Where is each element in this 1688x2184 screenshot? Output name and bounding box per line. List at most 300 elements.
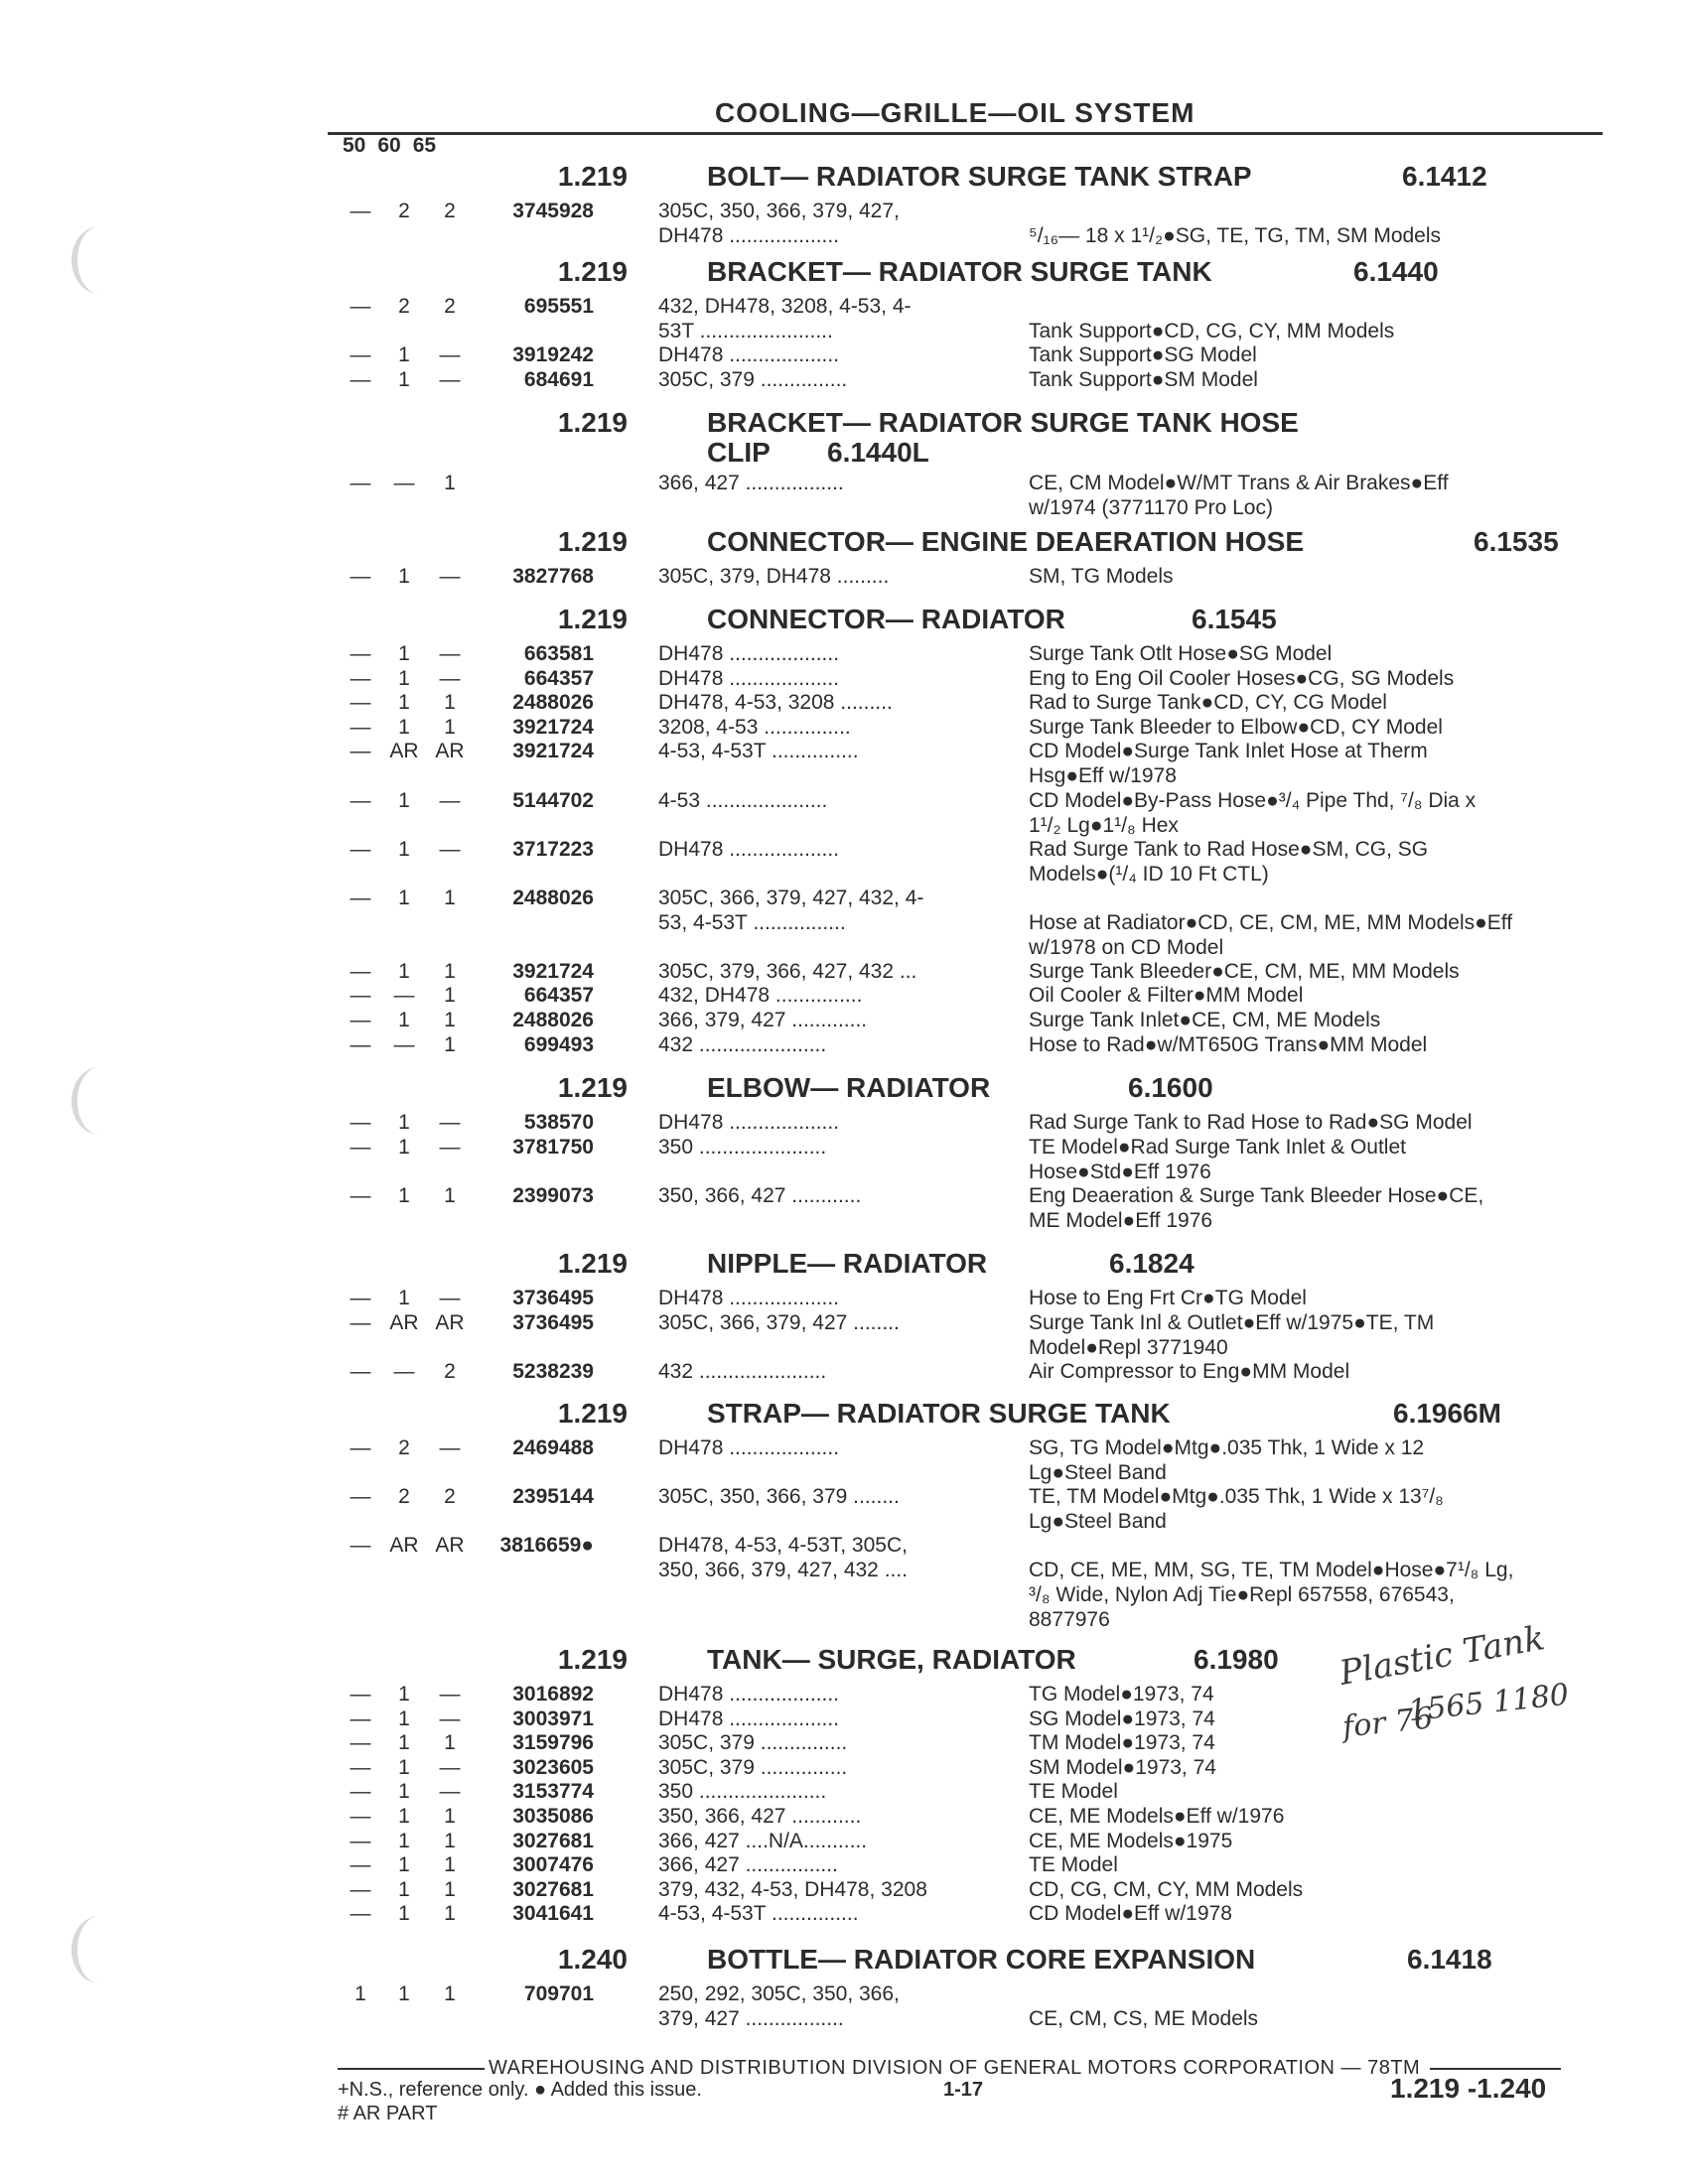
qty-50: — [350,984,371,1008]
qty-60: 1 [398,565,410,588]
qty-60: 1 [398,715,410,739]
qty-65: — [439,1135,461,1159]
description [1029,1135,1615,1184]
application-line: DH478 ................... [658,837,840,861]
section-ref: 1.240 [557,1944,628,1975]
page-title: COOLING—GRILLE—OIL SYSTEM [715,97,1196,128]
qty-65: — [439,1111,461,1134]
qty-50: — [350,1183,371,1207]
section-name: BOLT— RADIATOR SURGE TANK STRAP [707,161,1252,192]
footer-division-text: WAREHOUSING AND DISTRIBUTION DIVISION OF GENERAL MOTORS CORPORATION — 78TM [489,2057,1421,2079]
application-line: 432, DH478 ............... [658,984,863,1008]
part-number: 3919242 [512,343,594,367]
part-number: 3736495 [512,1287,594,1309]
description-line: Hose to Eng Frt Cr●TG Model [1029,1287,1307,1309]
qty-60: 1 [398,1829,410,1852]
description-line: ME Model●Eff 1976 [1029,1208,1213,1232]
qty-50: — [350,1683,371,1706]
qty-65: 1 [444,984,456,1008]
qty-65: — [439,1683,461,1706]
section-group-number: 6.1535 [1474,526,1559,557]
qty-60: 1 [398,367,410,391]
description-line: TE Model [1029,1780,1118,1804]
application-line: 305C, 379 ............... [658,1755,848,1779]
section-ref: 1.219 [557,604,628,634]
application-line: 350, 366, 379, 427, 432 .... [658,1559,909,1582]
qty-50: — [350,1829,371,1852]
part-number: 3159796 [512,1731,594,1755]
qty-50: — [350,367,371,391]
application-line: DH478 ................... [658,666,840,690]
section-header [0,1398,1688,1435]
section-ref: 1.219 [557,526,628,557]
qty-60: — [393,1032,415,1056]
qty-65: 2 [444,1485,456,1509]
description-line: Hose●Std●Eff 1976 [1029,1160,1211,1183]
part-number: 2399073 [512,1183,594,1207]
section-header [0,1944,1688,1981]
qty-65: 1 [444,1853,456,1877]
description-line: Surge Tank Bleeder to Elbow●CD, CY Model [1029,715,1443,739]
qty-65: — [439,788,461,812]
part-number: 5144702 [512,788,594,812]
description-line: CD, CE, ME, MM, SG, TE, TM Model●Hose●7¹/₈ Lg, [1029,1559,1514,1582]
qty-60: 1 [398,959,410,983]
application-line: 305C, 379 ............... [658,1731,848,1755]
part-number: 3041641 [512,1902,594,1926]
application [658,1484,1011,1509]
description [1029,959,1615,984]
application [658,1286,1011,1310]
description [1029,367,1615,392]
application [658,641,1011,666]
qty-60: 1 [398,1683,410,1706]
section-group-number: 6.1440L [827,437,929,468]
description [1029,788,1615,838]
handwritten-note-line2: for 76 [1340,1701,1435,1745]
section-header [0,604,1688,641]
qty-60: 1 [398,1183,410,1207]
qty-50: — [350,1032,371,1056]
description [1029,690,1615,715]
qty-60: 2 [398,200,410,222]
application [658,1706,1011,1731]
qty-60: 1 [398,1287,410,1309]
part-number: 3816659● [499,1534,594,1558]
qty-60: 1 [398,642,410,665]
part-number: 699493 [523,1032,594,1056]
application-line: DH478, 4-53, 3208 ......... [658,691,893,715]
application [658,1877,1011,1902]
qty-50: — [350,1485,371,1509]
description-line: Surge Tank Inl & Outlet●Eff w/1975●TE, TM [1029,1310,1435,1334]
application [658,788,1011,813]
section-name: BRACKET— RADIATOR SURGE TANK HOSE [707,407,1299,438]
description [1029,1008,1615,1032]
qty-60: 1 [398,1111,410,1134]
section-header [0,1248,1688,1286]
application-line: 305C, 379, DH478 ......... [658,565,890,588]
part-number: 664357 [523,984,594,1008]
application [658,1533,1011,1582]
application [658,739,1011,763]
description-line: Model●Repl 3771940 [1029,1335,1228,1359]
description [1029,1901,1615,1926]
description-line: w/1978 on CD Model [1029,936,1224,959]
qty-65: 1 [444,1902,456,1926]
application [658,1110,1011,1135]
year-50: 50 [343,134,366,157]
description-line: ⁵/₁₆— 18 x 1¹/₂●SG, TE, TG, TM, SM Models [1029,224,1442,247]
section-name: CONNECTOR— ENGINE DEAERATION HOSE [707,526,1305,557]
description [1029,1359,1615,1384]
section-header [0,526,1688,564]
qty-65: 1 [444,959,456,983]
application-line: DH478, 4-53, 4-53T, 305C, [658,1534,908,1558]
qty-50: — [350,837,371,861]
application [658,837,1011,862]
qty-60: 1 [398,1805,410,1828]
description-line: Lg●Steel Band [1029,1510,1167,1534]
description-line [1029,294,1615,319]
section-header [0,407,1688,468]
part-number: 3781750 [512,1135,594,1159]
section-group-number: 6.1412 [1402,161,1487,192]
part-number: 3016892 [512,1683,594,1706]
qty-65: 1 [444,1731,456,1755]
section-group-number: 6.1545 [1192,604,1277,634]
application-line: 350, 366, 427 ............ [658,1183,862,1207]
qty-65: AR [435,740,465,763]
application [658,1008,1011,1032]
section-header [0,1072,1688,1110]
qty-60: 1 [398,1706,410,1730]
section-group-number: 6.1600 [1128,1072,1213,1103]
qty-60: 1 [398,1877,410,1901]
part-number: 2469488 [512,1436,594,1459]
application-line: 305C, 379, 366, 427, 432 ... [658,959,917,983]
section-name-cont: CLIP [707,437,771,468]
application [658,1682,1011,1706]
section-ref: 1.219 [557,256,628,287]
title-rule [328,132,1603,135]
qty-60: 1 [398,666,410,690]
qty-65: AR [435,1310,465,1334]
qty-50: — [350,472,371,494]
qty-50: — [350,1853,371,1877]
section-ref: 1.219 [557,1398,628,1429]
qty-60: — [393,472,415,494]
application [658,666,1011,691]
qty-50: — [350,715,371,739]
application-line: DH478 ................... [658,224,840,247]
qty-50: — [350,1755,371,1779]
year-60: 60 [377,134,401,157]
section-name: NIPPLE— RADIATOR [707,1248,988,1279]
application [658,1981,1011,2031]
qty-50: — [350,666,371,690]
qty-50: — [350,1706,371,1730]
qty-65: 1 [444,1009,456,1031]
application-line: 4-53, 4-53T ............... [658,1902,859,1926]
application [658,1779,1011,1804]
application-line: 366, 427 ....N/A........... [658,1829,868,1852]
description-line: Surge Tank Bleeder●CE, CM, ME, MM Models [1029,959,1460,983]
description-line: Air Compressor to Eng●MM Model [1029,1359,1350,1383]
qty-50: — [350,295,371,318]
qty-50: — [350,565,371,588]
description [1029,641,1615,666]
application [658,886,1011,935]
part-number: 695551 [523,295,594,318]
qty-50: — [350,1877,371,1901]
qty-65: 1 [444,1183,456,1207]
qty-50: — [350,343,371,367]
qty-60: 1 [398,1902,410,1926]
section-name: ELBOW— RADIATOR [707,1072,991,1103]
section-name: STRAP— RADIATOR SURGE TANK [707,1398,1171,1429]
qty-50: — [350,1359,371,1383]
description [1029,1755,1615,1780]
application-line: 350 ...................... [658,1135,827,1159]
description-line: CE, ME Models●Eff w/1976 [1029,1805,1285,1828]
section-ref: 1.219 [557,161,628,192]
qty-65: — [439,642,461,665]
description [1029,1533,1615,1632]
qty-50: — [350,1009,371,1031]
description-line: Rad to Surge Tank●CD, CY, CG Model [1029,691,1387,715]
qty-60: — [393,1359,415,1383]
description [1029,983,1615,1008]
section-name: TANK— SURGE, RADIATOR [707,1644,1076,1675]
description-line: Tank Support●CD, CG, CY, MM Models [1029,320,1395,342]
description [1029,1183,1615,1233]
qty-60: 2 [398,295,410,318]
application [658,1829,1011,1853]
description-line: Surge Tank Otlt Hose●SG Model [1029,642,1333,665]
application [658,1359,1011,1384]
qty-65: — [439,343,461,367]
qty-60: 1 [398,1009,410,1031]
part-number: 3035086 [512,1805,594,1828]
description [1029,1110,1615,1135]
part-number: 3745928 [512,200,594,222]
description-line: SM Model●1973, 74 [1029,1755,1216,1779]
description [1029,1852,1615,1877]
qty-65: — [439,1287,461,1309]
qty-60: 1 [398,1780,410,1804]
section-header [0,256,1688,294]
qty-50: — [350,1780,371,1804]
description [1029,294,1615,343]
qty-65: — [439,666,461,690]
application-line: 366, 427 ................. [658,472,844,494]
qty-60: 2 [398,1436,410,1459]
application-line: 250, 292, 305C, 350, 366, [658,1982,900,2005]
application [658,1310,1011,1335]
application [658,1901,1011,1926]
description [1029,199,1615,248]
application-line: DH478 ................... [658,1111,840,1134]
description [1029,1310,1615,1360]
section-ref: 1.219 [557,407,628,438]
application [658,294,1011,343]
qty-50: — [350,1310,371,1334]
qty-65: 2 [444,1359,456,1383]
part-number: 684691 [523,367,594,391]
description [1029,342,1615,367]
description [1029,666,1615,691]
application-line: 350 ...................... [658,1780,827,1804]
application [658,1032,1011,1057]
part-number: 2488026 [512,1009,594,1031]
part-number: 3921724 [512,740,594,763]
qty-60: 1 [398,887,410,909]
qty-65: 1 [444,1877,456,1901]
qty-65: 1 [444,1982,456,2005]
description [1029,564,1615,589]
application-line: DH478 ................... [658,343,840,367]
description-line [1029,1981,1615,2006]
description [1029,1435,1615,1485]
description-line: TM Model●1973, 74 [1029,1731,1215,1755]
qty-60: 2 [398,1485,410,1509]
qty-65: 1 [444,472,456,494]
qty-65: — [439,1436,461,1459]
description-line: ³/₈ Wide, Nylon Adj Tie●Repl 657558, 676543, [1029,1583,1455,1607]
application [658,1135,1011,1160]
footer-note: +N.S., reference only. ● Added this issue. [338,2079,702,2101]
qty-60: 1 [398,1755,410,1779]
description-line: Eng to Eng Oil Cooler Hoses●CG, SG Models [1029,666,1455,690]
qty-65: 1 [444,715,456,739]
qty-50: — [350,1731,371,1755]
part-number: 2488026 [512,691,594,715]
application [658,342,1011,367]
description [1029,1779,1615,1804]
application-line: DH478 ................... [658,1287,840,1309]
section-header [0,161,1688,199]
application-line: DH478 ................... [658,642,840,665]
qty-50: — [350,887,371,909]
part-number: 3003971 [512,1706,594,1730]
application [658,1755,1011,1780]
qty-65: — [439,565,461,588]
description-line: SG, TG Model●Mtg●.035 Thk, 1 Wide x 12 [1029,1436,1425,1459]
qty-60: 1 [398,1982,410,2005]
qty-65: 1 [444,887,456,909]
qty-50: — [350,642,371,665]
description [1029,1286,1615,1310]
description-line: CE, CM, CS, ME Models [1029,2007,1259,2030]
description-line: Oil Cooler & Filter●MM Model [1029,984,1304,1008]
description-line: TE, TM Model●Mtg●.035 Thk, 1 Wide x 13⁷/₈ [1029,1485,1444,1509]
application-line: DH478 ................... [658,1683,840,1706]
description [1029,739,1615,788]
description [1029,471,1615,520]
part-number: 3007476 [512,1853,594,1877]
section-group-number: 6.1824 [1109,1248,1195,1279]
description-line: 1¹/₂ Lg●1¹/₈ Hex [1029,813,1179,837]
application-line: 4-53 ..................... [658,788,828,812]
description-line: CE, CM Model●W/MT Trans & Air Brakes●Eff [1029,472,1449,494]
qty-60: AR [389,1310,419,1334]
qty-65: — [439,1755,461,1779]
part-number: 663581 [523,642,594,665]
application [658,564,1011,589]
qty-60: 1 [398,1135,410,1159]
application [658,1852,1011,1877]
part-number: 3153774 [512,1780,594,1804]
description [1029,1877,1615,1902]
description-line: TG Model●1973, 74 [1029,1683,1214,1706]
qty-50: — [350,1436,371,1459]
footer-division [338,2057,1561,2080]
application [658,959,1011,984]
qty-65: 2 [444,295,456,318]
description-line [1029,199,1615,223]
application-line: 53, 4-53T ................ [658,911,846,934]
description-line: Models●(¹/₄ ID 10 Ft CTL) [1029,862,1269,886]
section-group-number: 6.1440 [1353,256,1439,287]
description [1029,1484,1615,1534]
application [658,715,1011,740]
qty-65: — [439,1706,461,1730]
qty-65: 1 [444,1032,456,1056]
description-line: CD Model●Eff w/1978 [1029,1902,1232,1926]
description-line: CD Model●By-Pass Hose●³/₄ Pipe Thd, ⁷/₈ Dia x [1029,788,1477,812]
application-line: 432 ...................... [658,1032,827,1056]
application-line: 379, 427 ................. [658,2007,844,2030]
application [658,1804,1011,1829]
part-number: 3023605 [512,1755,594,1779]
section-group-number: 6.1418 [1407,1944,1492,1975]
footer-note-ar: # AR PART [338,2103,438,2124]
description [1029,837,1615,887]
application-line: 305C, 350, 366, 379, 427, [658,200,900,222]
part-number: 5238239 [512,1359,594,1383]
part-number: 664357 [523,666,594,690]
description [1029,886,1615,960]
part-number: 709701 [523,1982,594,2005]
description-line: SM, TG Models [1029,565,1174,588]
description-line: SG Model●1973, 74 [1029,1706,1215,1730]
application-line: 379, 432, 4-53, DH478, 3208 [658,1877,927,1901]
description [1029,1032,1615,1057]
part-number: 3827768 [512,565,594,588]
handwritten-note-line3: 1565 1180 [1406,1677,1571,1729]
qty-60: AR [389,740,419,763]
description-line: Hsg●Eff w/1978 [1029,764,1177,788]
application-line: 53T ....................... [658,320,833,342]
description [1029,1981,1615,2031]
application [658,367,1011,392]
qty-60: 1 [398,1853,410,1877]
qty-65: 1 [444,1805,456,1828]
part-number: 3027681 [512,1877,594,1901]
application-line: 366, 379, 427 ............. [658,1009,868,1031]
qty-50: — [350,1111,371,1134]
qty-60: 1 [398,788,410,812]
part-number: 3736495 [512,1310,594,1334]
description-line: CD, CG, CM, CY, MM Models [1029,1877,1304,1901]
qty-65: AR [435,1534,465,1558]
part-number: 3921724 [512,715,594,739]
qty-50: — [350,959,371,983]
description-line: 8877976 [1029,1608,1110,1632]
application-line: DH478 ................... [658,1436,840,1459]
description-line: TE Model [1029,1853,1118,1877]
